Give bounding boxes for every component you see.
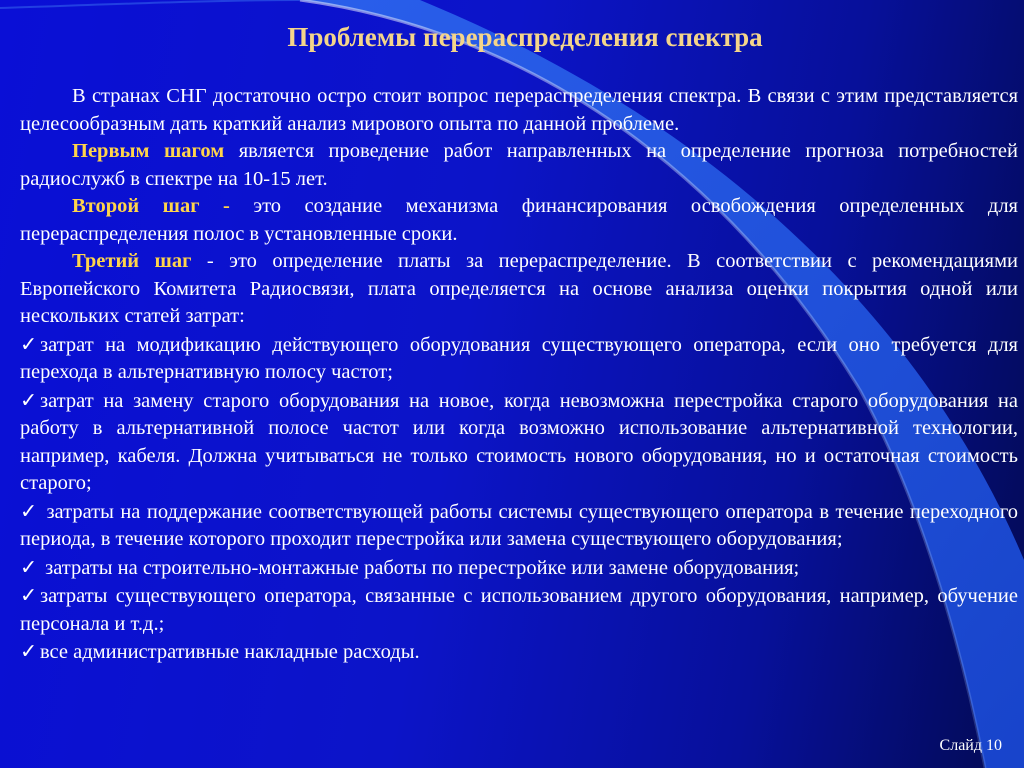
intro-paragraph: В странах СНГ достаточно остро стоит вопрос перераспределения спектра. В связи с этим представляется целесообразным дать краткий анализ мирового опыта по данной проблеме. (20, 85, 1018, 135)
step2-paragraph (20, 193, 1018, 248)
step1-paragraph (20, 138, 1018, 193)
bullet-text: затрат на модификацию действующего оборудования существующего оператора, если оно требуется для перехода в альтернативную полосу частот; (20, 333, 1018, 383)
step3-text: - это определение платы за перераспределение. В соответствии с рекомендациями Европейского Комитета Радиосвязи, плата определяется на основе анализа оценки покрытия одной или нескольких статей затрат: (20, 250, 1019, 327)
check-icon: ✓ (20, 331, 38, 356)
bullet-item (20, 554, 1018, 583)
step1-text: является проведение работ направленных на определение прогноза потребностей радиослужб в спектре на 10-15 лет. (20, 140, 1018, 190)
check-icon: ✓ (20, 639, 38, 663)
check-icon: ✓ (20, 583, 38, 607)
step3-label: Третий шаг (72, 250, 192, 272)
bullet-text: затрат на замену старого оборудования на новое, когда невозможна перестройка старого оборудования на работу в альтернативной полосе частот или когда возможно использование альтернативной технологии, например, кабеля. Должна учитываться не только стоимость нового оборудования, но и остаточная стоимость старого; (20, 389, 1018, 494)
step2-text: это создание механизма финансирования освобождения определенных для перераспределения полос в установленные сроки. (20, 195, 1018, 245)
bullet-item (20, 331, 1018, 387)
bullet-item (20, 498, 1018, 554)
bullet-item (20, 387, 1018, 498)
step3-paragraph (20, 248, 1018, 331)
step1-label: Первым шагом (72, 140, 225, 162)
bullet-item (20, 582, 1018, 638)
check-icon: ✓ (20, 387, 38, 412)
slide-number: Слайд 10 (939, 737, 1002, 754)
check-icon: ✓ (20, 498, 38, 523)
check-icon: ✓ (20, 554, 38, 579)
slide-title: Проблемы перераспределения спектра (287, 22, 763, 52)
bullet-text: все административные накладные расходы. (40, 641, 420, 663)
bullet-text: затраты на поддержание соответствующей работы системы существующего оператора в течение переходного периода, в течение которого проходит перестройка или замена существующего оборудования; (20, 500, 1018, 550)
bullet-text: затраты существующего оператора, связанные с использованием другого оборудования, например, обучение персонала и т.д.; (20, 585, 1018, 635)
step2-label: Второй шаг - (72, 195, 230, 217)
bullet-text: затраты на строительно-монтажные работы по перестройке или замене оборудования; (40, 556, 800, 579)
slide-body (20, 83, 1018, 667)
bullet-item (20, 638, 1018, 667)
